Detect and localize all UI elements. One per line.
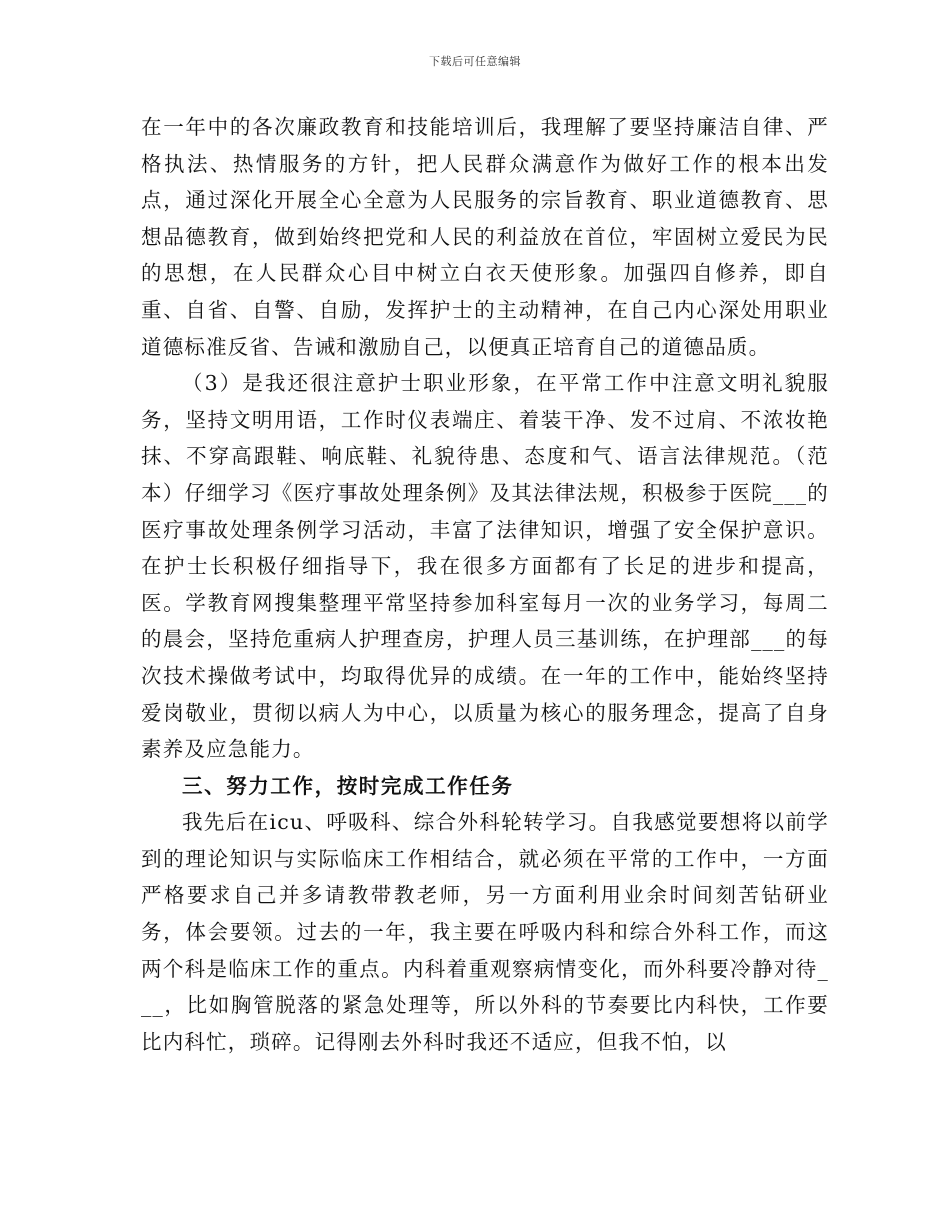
section-heading: 三、努力工作，按时完成工作任务 bbox=[182, 773, 514, 798]
page-header: 下载后可任意编辑 bbox=[429, 55, 521, 68]
paragraph-integrity-education: 在一年中的各次廉政教育和技能培训后，我理解了要坚持廉洁自律、严格执法、热情服务的方针，把人民群众满意作为做好工作的根本出发点，通过深化开展全心全意为人民服务的宗旨教育、职业道德教育、思想品德教育，做到始终把党和人民的利益放在首位，牢固树立爱民为民的思想，在人民群众心目中树立白衣天使形象。加强四自修养，即自重、自省、自警、自励，发挥护士的主动精神，在自己内心深处用职业道德标准反省、告诫和激励自己，以便真正培育自己的道德品质。 bbox=[141, 115, 829, 359]
paragraph-professional-image: （3）是我还很注意护士职业形象，在平常工作中注意文明礼貌服务，坚持文明用语，工作时仪表端庄、着装干净、发不过肩、不浓妆艳抹、不穿高跟鞋、响底鞋、礼貌待患、态度和气、语言法律规范。（范本）仔细学习《医疗事故处理条例》及其法律法规，积极参于医院___的医疗事故处理条例学习活动，丰富了法律知识，增强了安全保护意识。在护士长积极仔细指导下，我在很多方面都有了长足的进步和提高，医。学教育网搜集整理平常坚持参加科室每月一次的业务学习，每周二的晨会，坚持危重病人护理查房，护理人员三基训练，在护理部___的每次技术操做考试中，均取得优异的成绩。在一年的工作中，能始终坚持爱岗敬业，贯彻以病人为中心，以质量为核心的服务理念，提高了自身素养及应急能力。 bbox=[141, 371, 829, 762]
paragraph-rotation-study: 我先后在icu、呼吸科、综合外科轮转学习。自我感觉要想将以前学到的理论知识与实际临床工作相结合，就必须在平常的工作中，一方面严格要求自己并多请教带教老师，另一方面利用业余时间刻苦钻研业务，体会要领。过去的一年，我主要在呼吸内科和综合外科工作，而这两个科是临床工作的重点。内科着重观察病情变化，而外科要冷静对待___，比如胸管脱落的紧急处理等，所以外科的节奏要比内科快，工作要比内科忙，琐碎。记得刚去外科时我还不适应，但我不怕，以 bbox=[141, 810, 829, 1054]
document-body bbox=[141, 109, 829, 1060]
